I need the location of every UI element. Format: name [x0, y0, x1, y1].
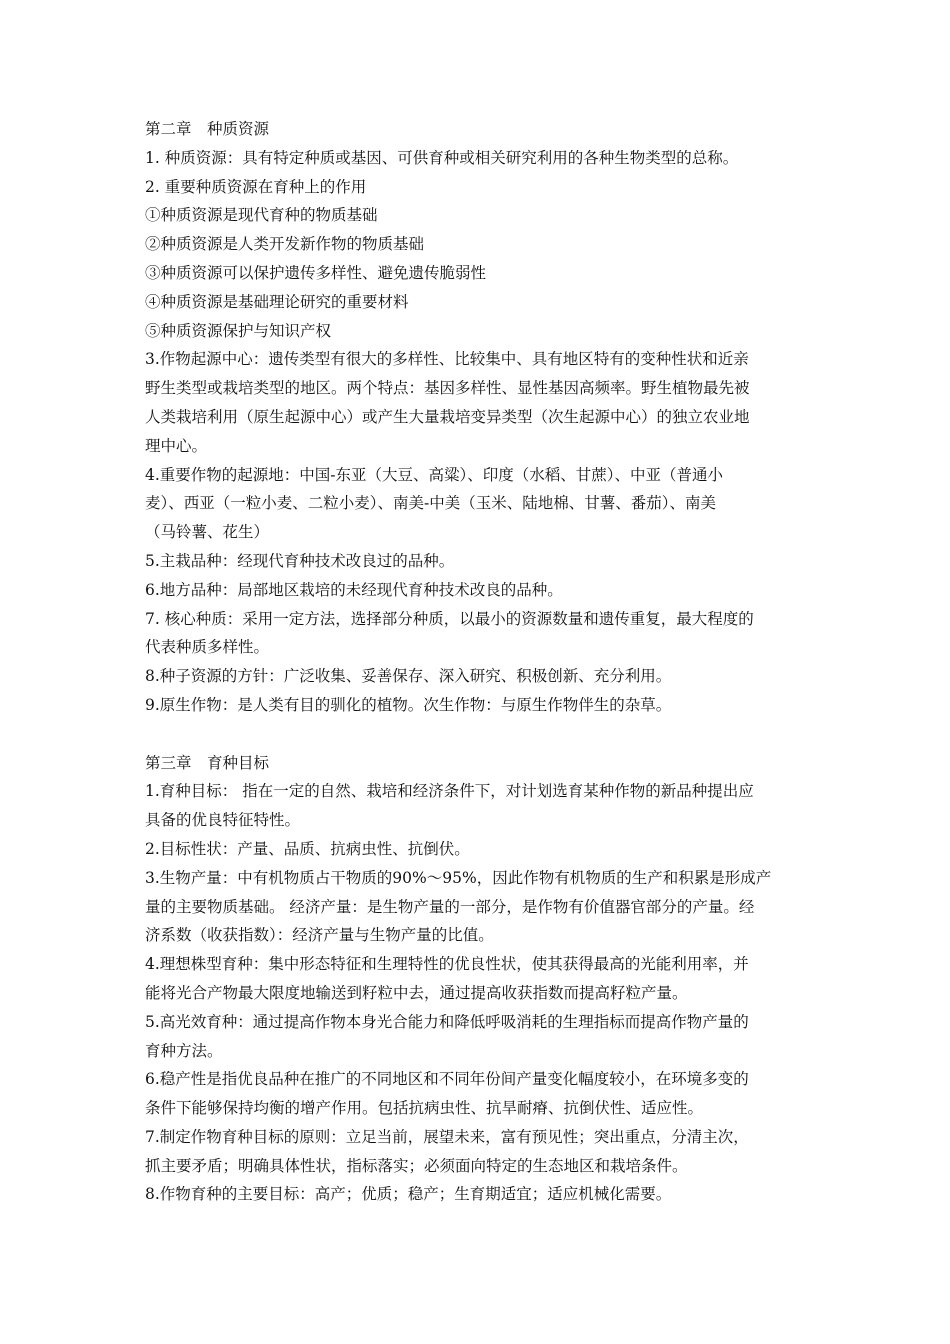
text-line: 人类栽培利用（原生起源中心）或产生大量栽培变异类型（次生起源中心）的独立农业地 — [145, 407, 750, 426]
text-line: 9.原生作物：是人类有目的驯化的植物。次生作物：与原生作物伴生的杂草。 — [145, 695, 672, 714]
text-line: 4.重要作物的起源地：中国-东亚（大豆、高粱）、印度（水稻、甘蔗）、中亚（普通小 — [145, 465, 724, 484]
document-body — [145, 115, 810, 1209]
text-line: 能将光合产物最大限度地输送到籽粒中去，通过提高收获指数而提高籽粒产量。 — [145, 983, 688, 1002]
list-item: ⑤种质资源保护与知识产权 — [145, 321, 332, 340]
text-line: 5.主栽品种：经现代育种技术改良过的品种。 — [145, 551, 455, 570]
text-line: 3.生物产量：中有机物质占干物质的90%～95%，因此作物有机物质的生产和积累是形成产 — [145, 868, 772, 887]
list-item: ④种质资源是基础理论研究的重要材料 — [145, 292, 409, 311]
text-line: 理中心。 — [145, 436, 208, 455]
blank-line — [145, 720, 810, 749]
text-line: 麦）、西亚（一粒小麦、二粒小麦）、南美-中美（玉米、陆地棉、甘薯、番茄）、南美 — [145, 494, 716, 513]
chapter-heading: 第二章 种质资源 — [145, 120, 270, 138]
text-line: 6.稳产性是指优良品种在推广的不同地区和不同年份间产量变化幅度较小，在环境多变的 — [145, 1070, 749, 1089]
text-line: 7. 核心种质：采用一定方法，选择部分种质，以最小的资源数量和遗传重复，最大程度的 — [145, 609, 754, 628]
list-item: ①种质资源是现代育种的物质基础 — [145, 206, 378, 225]
text-line: 8.作物育种的主要目标：高产；优质；稳产；生育期适宜；适应机械化需要。 — [145, 1185, 672, 1204]
list-item: ③种质资源可以保护遗传多样性、避免遗传脆弱性 — [145, 263, 487, 282]
text-line: 抓主要矛盾；明确具体性状，指标落实；必须面向特定的生态地区和栽培条件。 — [145, 1156, 688, 1175]
text-line: 6.地方品种：局部地区栽培的未经现代育种技术改良的品种。 — [145, 580, 563, 599]
text-line: （马铃薯、花生） — [145, 523, 270, 542]
list-item: ②种质资源是人类开发新作物的物质基础 — [145, 235, 425, 254]
text-line: 4.理想株型育种：集中形态特征和生理特性的优良性状，使其获得最高的光能利用率，并 — [145, 955, 749, 974]
chapter-heading: 第三章 育种目标 — [145, 753, 270, 772]
text-line: 代表种质多样性。 — [145, 638, 270, 657]
text-line: 量的主要物质基础。 经济产量：是生物产量的一部分，是作物有价值器官部分的产量。经 — [145, 897, 755, 916]
text-line: 条件下能够保持均衡的增产作用。包括抗病虫性、抗旱耐瘠、抗倒伏性、适应性。 — [145, 1099, 704, 1118]
text-line: 5.高光效育种：通过提高作物本身光合能力和降低呼吸消耗的生理指标而提高作物产量的 — [145, 1012, 749, 1031]
text-line: 8.种子资源的方针：广泛收集、妥善保存、深入研究、积极创新、充分利用。 — [145, 667, 672, 686]
text-line: 2.目标性状：产量、品质、抗病虫性、抗倒伏。 — [145, 839, 470, 858]
text-line: 1.育种目标： 指在一定的自然、栽培和经济条件下，对计划选育某种作物的新品种提出应 — [145, 782, 754, 801]
text-line: 3.作物起源中心：遗传类型有很大的多样性、比较集中、具有地区特有的变种性状和近亲 — [145, 350, 749, 369]
text-line: 具备的优良特征特性。 — [145, 811, 301, 830]
text-line: 7.制定作物育种目标的原则：立足当前，展望未来，富有预见性；突出重点，分清主次， — [145, 1127, 749, 1146]
text-line: 野生类型或栽培类型的地区。两个特点：基因多样性、显性基因高频率。野生植物最先被 — [145, 379, 750, 398]
text-line: 育种方法。 — [145, 1041, 223, 1060]
text-line: 1. 种质资源：具有特定种质或基因、可供育种或相关研究利用的各种生物类型的总称。 — [145, 148, 739, 167]
text-line: 2. 重要种质资源在育种上的作用 — [145, 177, 367, 196]
text-line: 济系数（收获指数）：经济产量与生物产量的比值。 — [145, 926, 494, 945]
